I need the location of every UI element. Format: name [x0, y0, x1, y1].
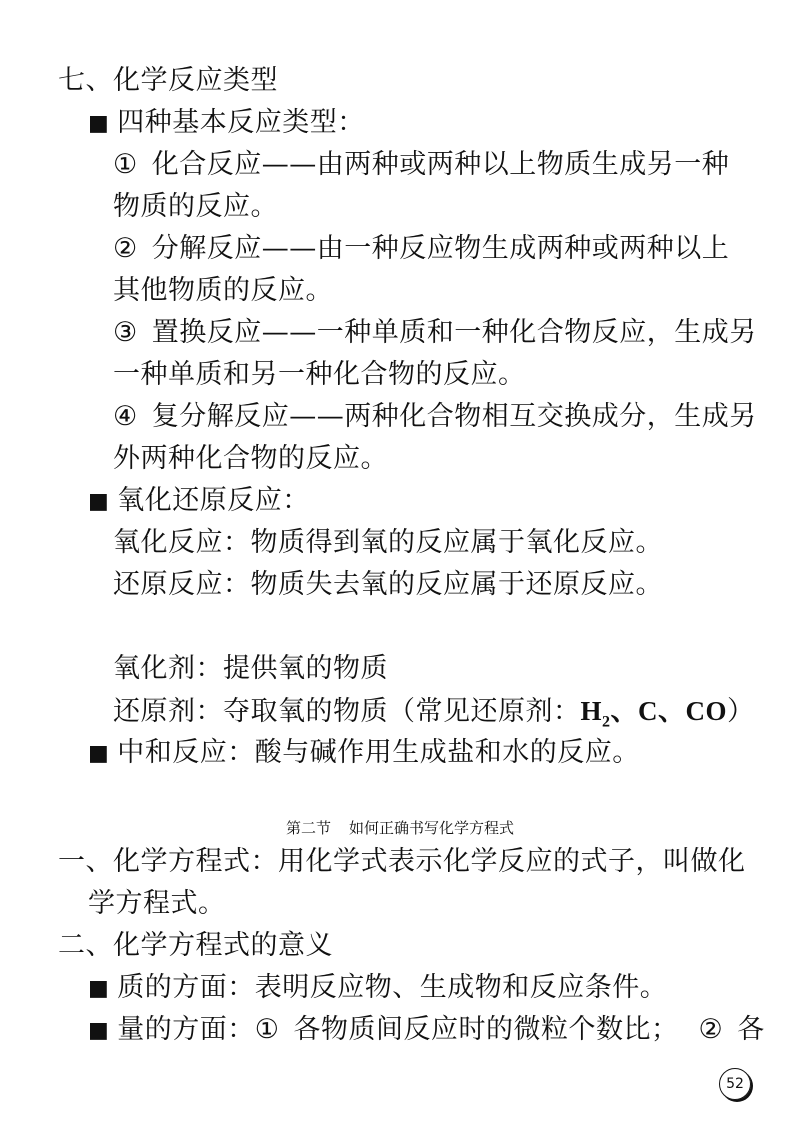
redox-text: 氧化还原反应： [117, 485, 310, 516]
black-square-icon: ■ [88, 1018, 110, 1043]
item-4-line-1 [113, 396, 757, 438]
neutralization-line [88, 732, 640, 775]
quality-text: 质的方面：表明反应物、生成物和反应条件。 [117, 972, 668, 1003]
reductant-def [113, 690, 755, 733]
section-heading-7: 七、化学反应类型 [58, 65, 278, 96]
item-1-line-1 [113, 144, 729, 186]
item-4-line-2: 外两种化合物的反应。 [113, 443, 388, 474]
black-square-icon: ■ [88, 489, 110, 514]
redox-label [88, 480, 310, 523]
black-square-icon: ■ [88, 976, 110, 1001]
basic-types-text: 四种基本反应类型： [117, 107, 365, 138]
item-1-line-2: 物质的反应。 [113, 191, 278, 222]
item-1-number: ① [113, 149, 138, 180]
item-2-line-2: 其他物质的反应。 [113, 275, 333, 306]
item-3-text: 置换反应——一种单质和一种化合物反应，生成另 [151, 317, 757, 348]
black-square-icon: ■ [88, 111, 110, 136]
quantity-text-1: 各物质间反应时的微粒个数比； [293, 1014, 679, 1045]
quantity-text-2: 各 [737, 1014, 765, 1045]
oxidation-def: 氧化反应：物质得到氧的反应属于氧化反应。 [113, 527, 663, 558]
heading-two: 二、化学方程式的意义 [58, 930, 333, 961]
neutralization-text: 中和反应：酸与碱作用生成盐和水的反应。 [117, 737, 640, 768]
section-name: 如何正确书写化学方程式 [349, 819, 515, 837]
item-3-line-1 [113, 312, 757, 354]
quality-line [88, 967, 667, 1010]
page-number: 52 [719, 1068, 751, 1100]
item-3-line-2: 一种单质和另一种化合物的反应。 [113, 359, 526, 390]
formula-c-co: 、C、CO [610, 696, 728, 726]
quantity-number-2: ② [698, 1014, 724, 1045]
reductant-prefix: 还原剂：夺取氧的物质（常见还原剂： [113, 696, 581, 727]
oxidant-def: 氧化剂：提供氧的物质 [113, 653, 388, 684]
item-4-text: 复分解反应——两种化合物相互交换成分，生成另 [151, 401, 757, 432]
item-1-text: 化合反应——由两种或两种以上物质生成另一种 [151, 149, 730, 180]
quantity-number-1: ① [254, 1014, 280, 1045]
formula-subscript: 2 [602, 713, 611, 731]
reduction-def: 还原反应：物质失去氧的反应属于还原反应。 [113, 569, 663, 600]
formula-h2 [580, 696, 611, 731]
item-2-text: 分解反应——由一种反应物生成两种或两种以上 [151, 233, 730, 264]
basic-types-label [88, 102, 365, 145]
reductant-suffix: ） [727, 696, 755, 727]
heading-one-line-1: 一、化学方程式：用化学式表示化学反应的式子，叫做化 [58, 846, 746, 877]
item-3-number: ③ [113, 317, 138, 348]
quantity-prefix: 量的方面： [117, 1014, 255, 1045]
black-square-icon: ■ [88, 741, 110, 766]
heading-one-line-2: 学方程式。 [88, 888, 226, 919]
quantity-line [88, 1009, 765, 1052]
section-title [0, 818, 800, 838]
item-2-number: ② [113, 233, 138, 264]
formula-h: H [580, 696, 603, 726]
item-4-number: ④ [113, 401, 138, 432]
item-2-line-1 [113, 228, 729, 270]
section-number: 第二节 [285, 819, 331, 837]
